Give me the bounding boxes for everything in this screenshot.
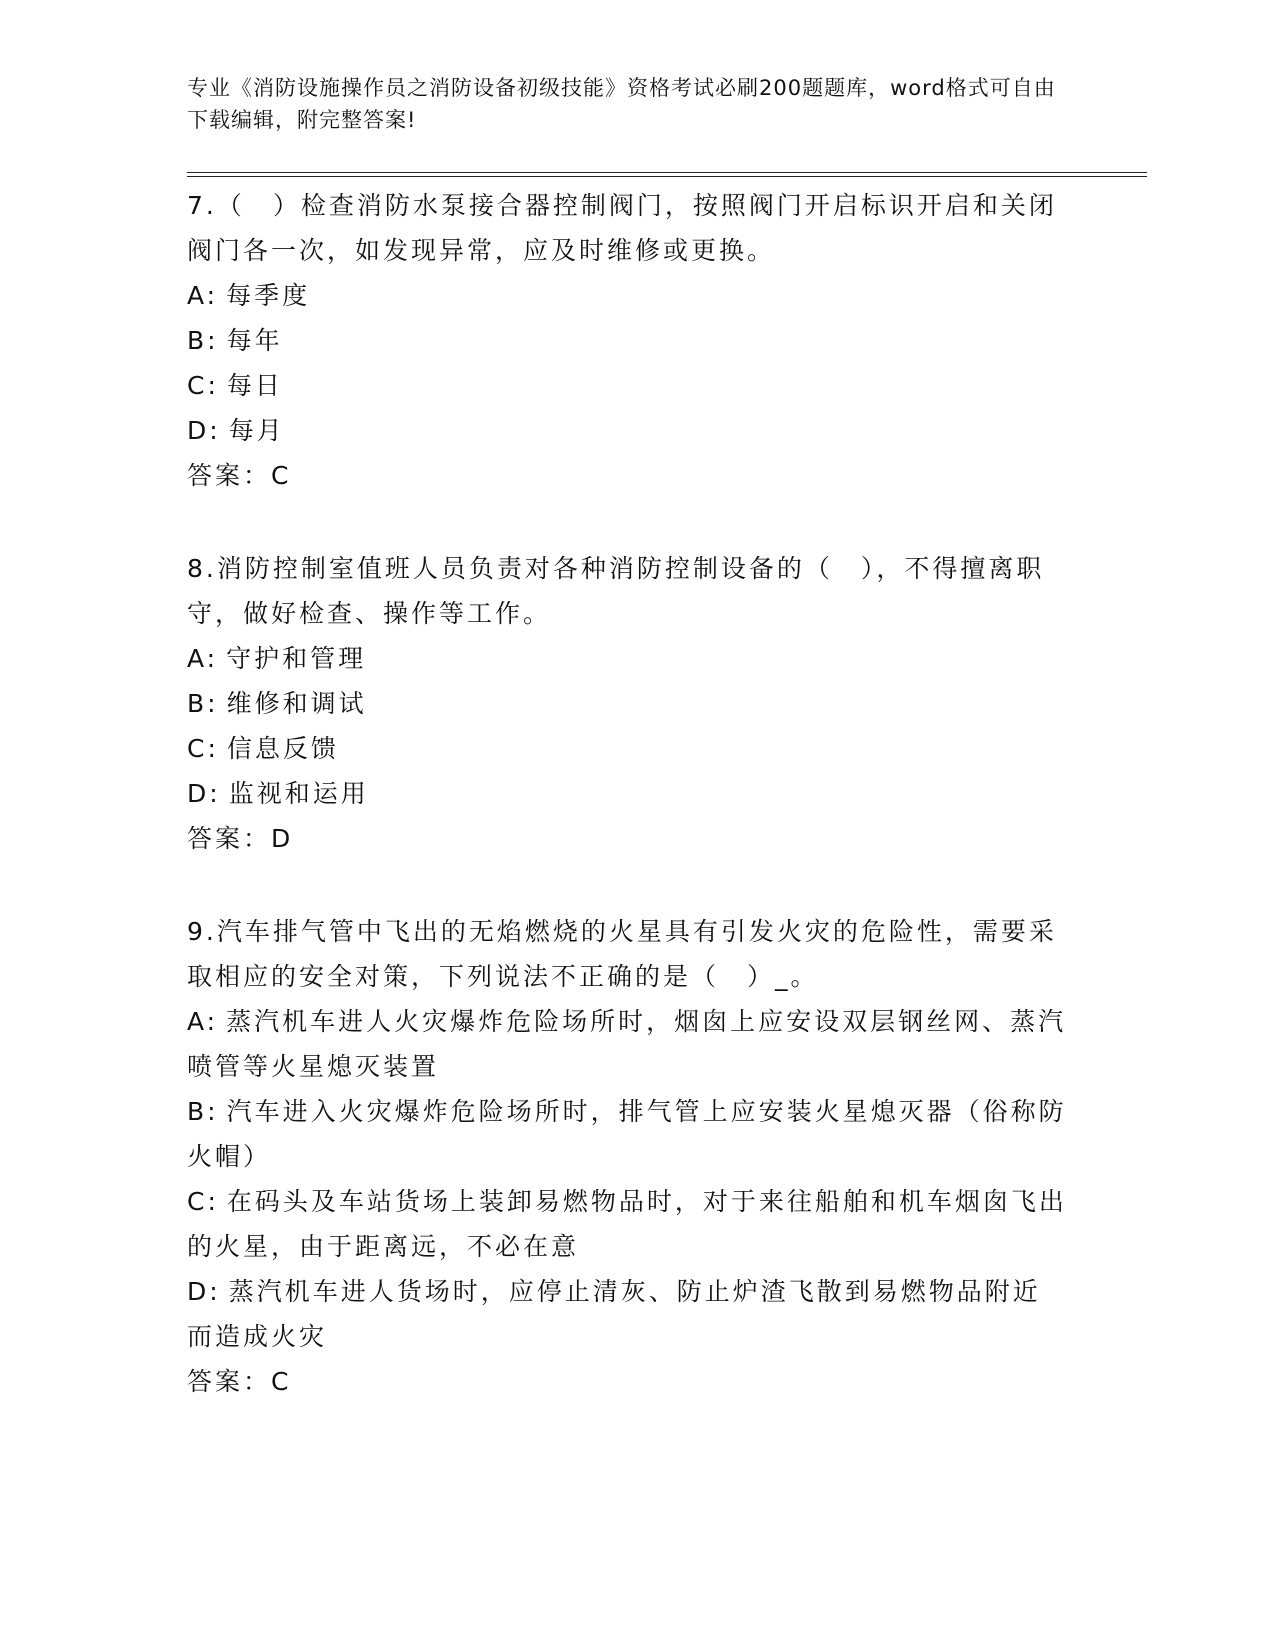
option-d xyxy=(187,408,1067,453)
answer-line: 答案：C xyxy=(187,461,292,490)
document-header: 专业《消防设施操作员之消防设备初级技能》资格考试必刷200题题库，word格式可自由下载编辑，附完整答案! xyxy=(187,76,1056,132)
option-b xyxy=(187,1089,1067,1179)
option-c xyxy=(187,726,1067,771)
option-letter: C: xyxy=(187,1187,219,1216)
option-letter: A: xyxy=(187,1007,219,1036)
option-a xyxy=(187,273,1067,318)
question-stem: 8.消防控制室值班人员负责对各种消防控制设备的（ ），不得擅离职守，做好检查、操作等工作。 xyxy=(187,554,1045,628)
option-letter: C: xyxy=(187,371,219,400)
option-text: 在码头及车站货场上装卸易燃物品时，对于来往船舶和机车烟囱飞出的火星，由于距离远，不必在意 xyxy=(187,1187,1067,1261)
option-text: 监视和运用 xyxy=(228,779,369,808)
question-9 xyxy=(187,909,1067,1404)
option-letter: D: xyxy=(187,779,221,808)
answer-line: 答案：C xyxy=(187,1367,292,1396)
option-text: 每季度 xyxy=(226,281,311,310)
answer-line: 答案：D xyxy=(187,824,294,853)
option-letter: A: xyxy=(187,644,219,673)
option-text: 每日 xyxy=(226,371,283,400)
option-letter: B: xyxy=(187,1097,219,1126)
option-d xyxy=(187,771,1067,816)
question-8 xyxy=(187,546,1067,861)
option-text: 汽车进入火灾爆炸危险场所时，排气管上应安装火星熄灭器（俗称防火帽） xyxy=(187,1097,1067,1171)
document-page xyxy=(187,72,1147,1404)
option-letter: D: xyxy=(187,1277,221,1306)
option-letter: B: xyxy=(187,326,219,355)
option-a xyxy=(187,636,1067,681)
option-text: 每年 xyxy=(226,326,283,355)
question-7 xyxy=(187,183,1067,498)
option-text: 蒸汽机车进人货场时，应停止清灰、防止炉渣飞散到易燃物品附近而造成火灾 xyxy=(187,1277,1041,1351)
option-letter: D: xyxy=(187,416,221,445)
option-b xyxy=(187,681,1067,726)
option-a xyxy=(187,999,1067,1089)
header-divider xyxy=(187,172,1147,177)
option-text: 信息反馈 xyxy=(226,734,339,763)
option-text: 维修和调试 xyxy=(226,689,367,718)
option-text: 守护和管理 xyxy=(226,644,367,673)
option-text: 每月 xyxy=(228,416,285,445)
option-c xyxy=(187,1179,1067,1269)
question-stem: 9.汽车排气管中飞出的无焰燃烧的火星具有引发火灾的危险性，需要采取相应的安全对策，下列说法不正确的是（ ）_。 xyxy=(187,917,1057,991)
option-c xyxy=(187,363,1067,408)
option-letter: B: xyxy=(187,689,219,718)
option-d xyxy=(187,1269,1067,1359)
option-letter: A: xyxy=(187,281,219,310)
option-b xyxy=(187,318,1067,363)
question-stem: 7.（ ）检查消防水泵接合器控制阀门，按照阀门开启标识开启和关闭阀门各一次，如发现异常，应及时维修或更换。 xyxy=(187,191,1057,265)
option-text: 蒸汽机车进人火灾爆炸危险场所时，烟囱上应安设双层钢丝网、蒸汽喷管等火星熄灭装置 xyxy=(187,1007,1067,1081)
option-letter: C: xyxy=(187,734,219,763)
